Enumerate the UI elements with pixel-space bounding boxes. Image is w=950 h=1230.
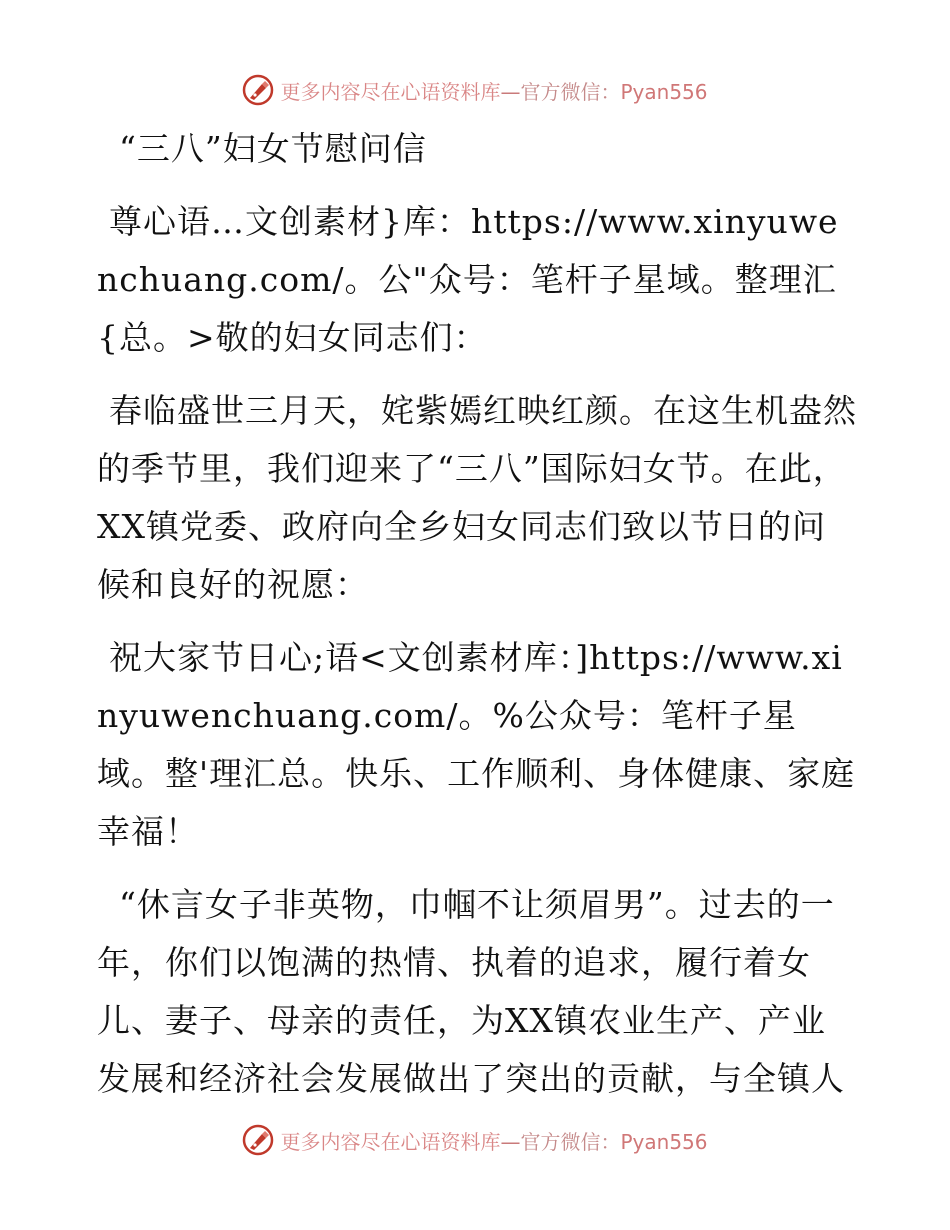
paragraph: 尊心语…文创素材}库：https://www.xinyuwenchuang.com/。公"众号：笔杆子星域。整理汇{总。>敬的妇女同志们： bbox=[97, 202, 839, 357]
paragraph: “休言女子非英物，巾帼不让须眉男”。过去的一年，你们以饱满的热情、执着的追求，履行着女儿、妻子、母亲的责任，为XX镇农业生产、产业发展和经济社会发展做出了突出的贡献，与全镇人 bbox=[97, 885, 845, 1098]
pen-nib-logo-icon bbox=[242, 1124, 274, 1156]
banner-text: 更多内容尽在心语资料库—官方微信：Pyan556 bbox=[280, 79, 708, 104]
header-banner bbox=[0, 70, 950, 110]
footer-banner bbox=[0, 1120, 950, 1160]
banner-text: 更多内容尽在心语资料库—官方微信：Pyan556 bbox=[280, 1129, 708, 1154]
document-title: “三八”妇女节慰问信 bbox=[119, 129, 427, 168]
pen-nib-logo-icon bbox=[242, 74, 274, 106]
paragraph: 祝大家节日心;语<文创素材库：]https://www.xinyuwenchuang.com/。%公众号：笔杆子星域。整'理汇总。快乐、工作顺利、身体健康、家庭幸福！ bbox=[97, 638, 856, 851]
document-body bbox=[97, 120, 857, 1123]
paragraph: 春临盛世三月天，姹紫嫣红映红颜。在这生机盎然的季节里，我们迎来了“三八”国际妇女节。在此，XX镇党委、政府向全乡妇女同志们致以节日的问候和良好的祝愿： bbox=[97, 391, 857, 604]
